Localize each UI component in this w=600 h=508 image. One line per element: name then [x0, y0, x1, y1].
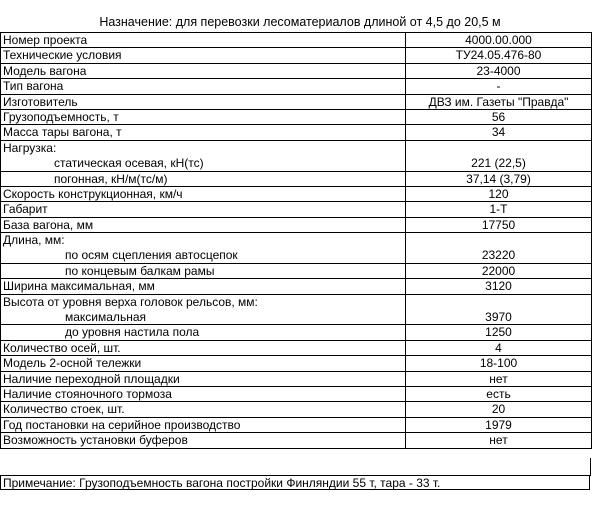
- table-row: [1, 387, 592, 402]
- row-value: [406, 141, 592, 156]
- row-value: 18-100: [406, 356, 592, 371]
- row-label: Модель вагона: [1, 64, 406, 79]
- table-row: [1, 218, 592, 233]
- row-label: Тип вагона: [1, 79, 406, 94]
- row-value: 22000: [406, 264, 592, 279]
- row-label: статическая осевая, кН(тс): [1, 156, 406, 171]
- spec-table: [0, 32, 592, 449]
- table-row: [1, 95, 592, 110]
- table-row: [1, 48, 592, 63]
- row-label: Масса тары вагона, т: [1, 125, 406, 140]
- row-value: нет: [406, 433, 592, 448]
- row-value: нет: [406, 372, 592, 387]
- row-value: 34: [406, 125, 592, 140]
- row-label: Модель 2-осной тележки: [1, 356, 406, 371]
- row-value: 3970: [406, 310, 592, 325]
- row-value: 3120: [406, 279, 592, 294]
- row-value: ДВЗ им. Газеты "Правда": [406, 95, 592, 110]
- row-label: до уровня настила пола: [1, 325, 406, 340]
- table-row: [1, 264, 592, 279]
- row-label: Наличие стояночного тормоза: [1, 387, 406, 402]
- table-row: [1, 33, 592, 48]
- row-label: Длина, мм:: [1, 233, 406, 248]
- table-row: [1, 341, 592, 356]
- table-row: [1, 233, 592, 248]
- table-row: [1, 110, 592, 125]
- row-label: Наличие переходной площадки: [1, 372, 406, 387]
- table-row: [1, 279, 592, 294]
- row-label: Изготовитель: [1, 95, 406, 110]
- table-row: [1, 418, 592, 433]
- row-label: Количество стоек, шт.: [1, 402, 406, 417]
- row-value: 4: [406, 341, 592, 356]
- row-label: по концевым балкам рамы: [1, 264, 406, 279]
- row-value: [406, 295, 592, 310]
- table-row: [1, 295, 592, 310]
- row-label: Ширина максимальная, мм: [1, 279, 406, 294]
- row-value: -: [406, 79, 592, 94]
- row-label: погонная, кН/м(тс/м): [1, 172, 406, 187]
- row-value: 4000.00.000: [406, 33, 592, 48]
- table-row: [1, 433, 592, 448]
- table-row: [1, 402, 592, 417]
- row-value: 120: [406, 187, 592, 202]
- row-label: Номер проекта: [1, 33, 406, 48]
- row-label: База вагона, мм: [1, 218, 406, 233]
- row-label: Скорость конструкционная, км/ч: [1, 187, 406, 202]
- table-row: [1, 141, 592, 156]
- row-value: ТУ24.05.476-80: [406, 48, 592, 63]
- table-row: [1, 79, 592, 94]
- row-value: 23220: [406, 248, 592, 263]
- table-row: [1, 356, 592, 371]
- table-row: [1, 310, 592, 325]
- page-title: Назначение: для перевозки лесоматериалов длиной от 4,5 до 20,5 м: [99, 15, 501, 29]
- row-label: Количество осей, шт.: [1, 341, 406, 356]
- table-row: [1, 172, 592, 187]
- row-label: Год постановки на серийное производство: [1, 418, 406, 433]
- table-row: [1, 372, 592, 387]
- row-label: по осям сцепления автосцепок: [1, 248, 406, 263]
- row-value: есть: [406, 387, 592, 402]
- table-row: [1, 125, 592, 140]
- row-label: Возможность установки буферов: [1, 433, 406, 448]
- row-value: 23-4000: [406, 64, 592, 79]
- row-label: Грузоподъемность, т: [1, 110, 406, 125]
- row-value: 1979: [406, 418, 592, 433]
- table-border-line: [590, 458, 591, 476]
- table-row: [1, 156, 592, 171]
- row-label: Нагрузка:: [1, 141, 406, 156]
- table-row: [1, 248, 592, 263]
- row-label: Габарит: [1, 202, 406, 217]
- row-value: 1250: [406, 325, 592, 340]
- row-value: 37,14 (3,79): [406, 172, 592, 187]
- table-row: [1, 325, 592, 340]
- row-value: 56: [406, 110, 592, 125]
- row-label: Технические условия: [1, 48, 406, 63]
- row-value: [406, 233, 592, 248]
- footnote: Примечание: Грузоподъемность вагона постройки Финляндии 55 т, тара - 33 т.: [0, 475, 590, 490]
- row-value: 17750: [406, 218, 592, 233]
- row-value: 1-Т: [406, 202, 592, 217]
- table-row: [1, 187, 592, 202]
- table-row: [1, 202, 592, 217]
- row-value: 20: [406, 402, 592, 417]
- row-label: Высота от уровня верха головок рельсов, мм:: [1, 295, 406, 310]
- row-label: максимальная: [1, 310, 406, 325]
- table-row: [1, 64, 592, 79]
- row-value: 221 (22,5): [406, 156, 592, 171]
